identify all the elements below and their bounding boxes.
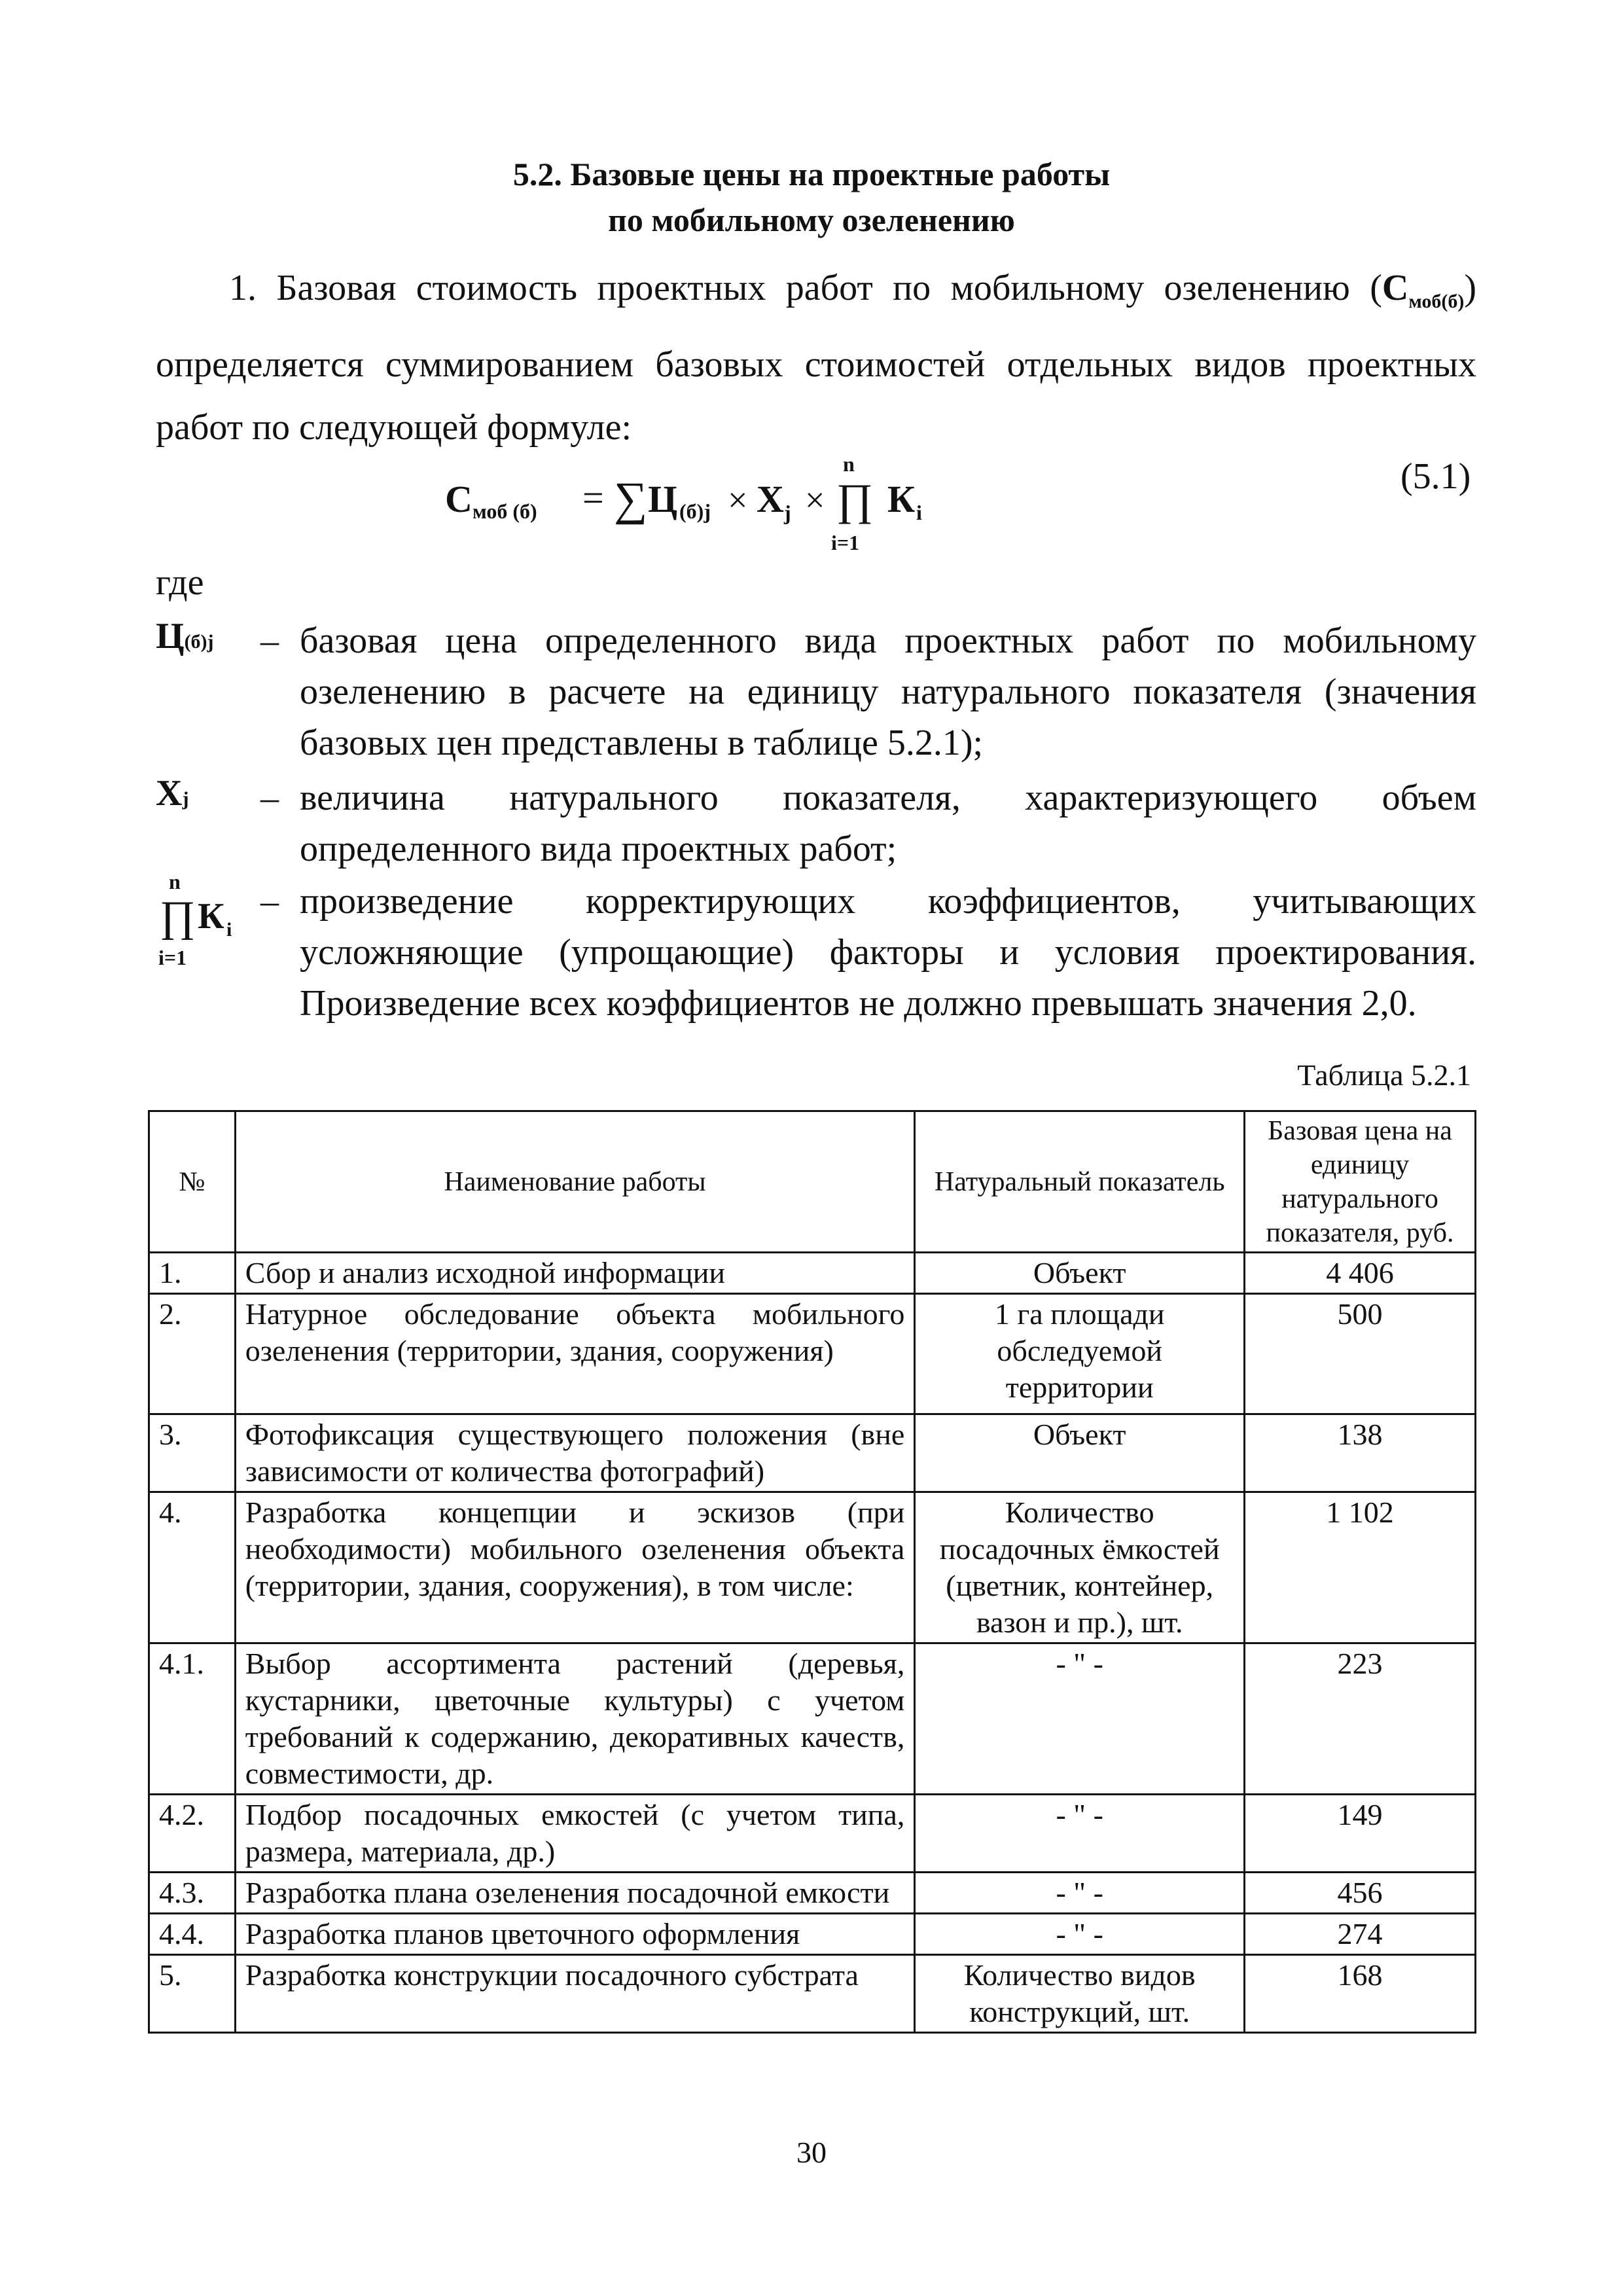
row-price: 4 406	[1245, 1253, 1476, 1294]
row-unit: 1 га площади обследуемой территории	[915, 1294, 1245, 1414]
def-x-text: величина натурального показателя, характеризующего объем определенного вида проектных работ;	[300, 778, 1476, 869]
formula-price: Ц	[648, 478, 678, 520]
def-price-symbol	[156, 615, 214, 657]
row-price: 138	[1245, 1414, 1476, 1492]
row-unit: Количество видов конструкций, шт.	[915, 1955, 1245, 2033]
row-no: 4.4.	[149, 1914, 236, 1955]
page-number: 30	[796, 2136, 827, 2169]
row-unit: - " -	[915, 1873, 1245, 1914]
intro-symbol-sub: моб(б)	[1408, 291, 1465, 313]
row-no: 4.	[149, 1492, 236, 1643]
formula-price-sub: (б)j	[679, 499, 711, 523]
row-name: Подбор посадочных емкостей (с учетом типа, размера, материала, др.)	[235, 1795, 915, 1873]
row-name: Разработка плана озеленения посадочной емкости	[235, 1873, 915, 1914]
row-no: 4.1.	[149, 1643, 236, 1795]
formula-times-2: ×	[805, 480, 825, 520]
formula-x-sub: j	[784, 501, 791, 524]
def-price-text: базовая цена определенного вида проектных работ по мобильному озеленению в расчете на единицу натурального показателя (значения базовых цен представлены в таблице 5.2.1);	[300, 620, 1476, 763]
row-price: 168	[1245, 1955, 1476, 2033]
table-row	[149, 1414, 1476, 1492]
def-price-letter: Ц	[156, 616, 185, 656]
table-caption: Таблица 5.2.1	[1297, 1058, 1471, 1092]
formula-k-sub: i	[916, 501, 922, 524]
row-no: 2.	[149, 1294, 236, 1414]
formula-5-1	[445, 452, 1034, 556]
intro-symbol: С	[1382, 268, 1409, 308]
row-unit: - " -	[915, 1795, 1245, 1873]
definition-product	[156, 870, 1476, 1041]
row-name: Разработка концепции и эскизов (при необходимости) мобильного озеленения объекта (территории, здания, сооружения), в том числе:	[235, 1492, 915, 1643]
formula-x: X	[757, 478, 784, 520]
table-row	[149, 1873, 1476, 1914]
table-row	[149, 1492, 1476, 1643]
row-unit: Объект	[915, 1253, 1245, 1294]
formula-prod-bottom: i=1	[831, 531, 860, 554]
definition-x	[156, 772, 1476, 884]
def-prod-top: n	[169, 870, 181, 893]
header-unit: Натуральный показатель	[915, 1111, 1245, 1253]
row-no: 4.3.	[149, 1873, 236, 1914]
def-x-letter: X	[156, 773, 183, 814]
intro-text-part1: Базовая стоимость проектных работ по мобильному озеленению (	[276, 268, 1382, 308]
def-prod-k-sub: i	[226, 919, 232, 941]
formula-sum: ∑	[614, 473, 648, 525]
header-price: Базовая цена на единицу натурального показателя, руб.	[1245, 1111, 1476, 1253]
row-name: Натурное обследование объекта мобильного озеленения (территории, здания, сооружения)	[235, 1294, 915, 1414]
formula-k: К	[887, 478, 916, 520]
row-price: 274	[1245, 1914, 1476, 1955]
table-row	[149, 1914, 1476, 1955]
formula-lhs: С	[445, 478, 473, 520]
row-unit: - " -	[915, 1914, 1245, 1955]
row-no: 1.	[149, 1253, 236, 1294]
formula-eq: =	[582, 476, 604, 519]
def-x-symbol	[156, 772, 188, 814]
price-table	[148, 1110, 1476, 2034]
def-price-sub: (б)j	[184, 631, 214, 653]
row-name: Выбор ассортимента растений (деревья, кустарники, цветочные культуры) с учетом требований к содержанию, декоративных качеств, совместимости, др.	[235, 1643, 915, 1795]
def-product-dash: –	[260, 881, 279, 922]
row-name: Сбор и анализ исходной информации	[235, 1253, 915, 1294]
row-no: 4.2.	[149, 1795, 236, 1873]
row-price: 500	[1245, 1294, 1476, 1414]
def-x-sub: j	[182, 788, 189, 810]
def-price-dash: –	[260, 620, 279, 661]
section-heading-line2: по мобильному озеленению	[608, 202, 1015, 238]
row-unit: Объект	[915, 1414, 1245, 1492]
row-name: Разработка планов цветочного оформления	[235, 1914, 915, 1955]
table-row	[149, 1294, 1476, 1414]
def-prod-k: К	[198, 896, 224, 937]
row-name: Разработка конструкции посадочного субстрата	[235, 1955, 915, 2033]
intro-paragraph	[156, 257, 1476, 459]
def-product-symbol	[156, 870, 254, 975]
row-unit: - " -	[915, 1643, 1245, 1795]
formula-lhs-sub: моб (б)	[473, 499, 537, 523]
def-x-dash: –	[260, 778, 279, 818]
row-no: 3.	[149, 1414, 236, 1492]
header-name: Наименование работы	[235, 1111, 915, 1253]
row-name: Фотофиксация существующего положения (вне зависимости от количества фотографий)	[235, 1414, 915, 1492]
row-price: 1 102	[1245, 1492, 1476, 1643]
table-header-row	[149, 1111, 1476, 1253]
formula-number: (5.1)	[1400, 456, 1471, 497]
where-label: где	[156, 562, 204, 603]
table-row	[149, 1795, 1476, 1873]
row-price: 149	[1245, 1795, 1476, 1873]
table-row	[149, 1253, 1476, 1294]
row-price: 223	[1245, 1643, 1476, 1795]
row-no: 5.	[149, 1955, 236, 2033]
def-prod-bottom: i=1	[158, 946, 187, 969]
row-price: 456	[1245, 1873, 1476, 1914]
def-prod-sign: ∏	[160, 893, 196, 941]
table-row	[149, 1643, 1476, 1795]
def-product-text: произведение корректирующих коэффициентов, учитывающих усложняющие (упрощающие) факторы и условия проектирования. Произведение всех коэффициентов не должно превышать значения 2,0.	[300, 881, 1476, 1024]
formula-times-1: ×	[728, 480, 748, 520]
header-no: №	[149, 1111, 236, 1253]
section-heading-line1: 5.2. Базовые цены на проектные работы	[512, 156, 1111, 192]
row-unit: Количество посадочных ёмкостей (цветник, контейнер, вазон и пр.), шт.	[915, 1492, 1245, 1643]
definition-price	[156, 615, 1476, 772]
table-row	[149, 1955, 1476, 2033]
intro-text-part2: ) определяется суммированием базовых стоимостей отдельных видов проектных работ по следующей формуле:	[156, 268, 1477, 448]
intro-number: 1.	[229, 268, 257, 308]
formula-prod-top: n	[843, 452, 855, 476]
formula-prod: ∏	[836, 475, 873, 524]
